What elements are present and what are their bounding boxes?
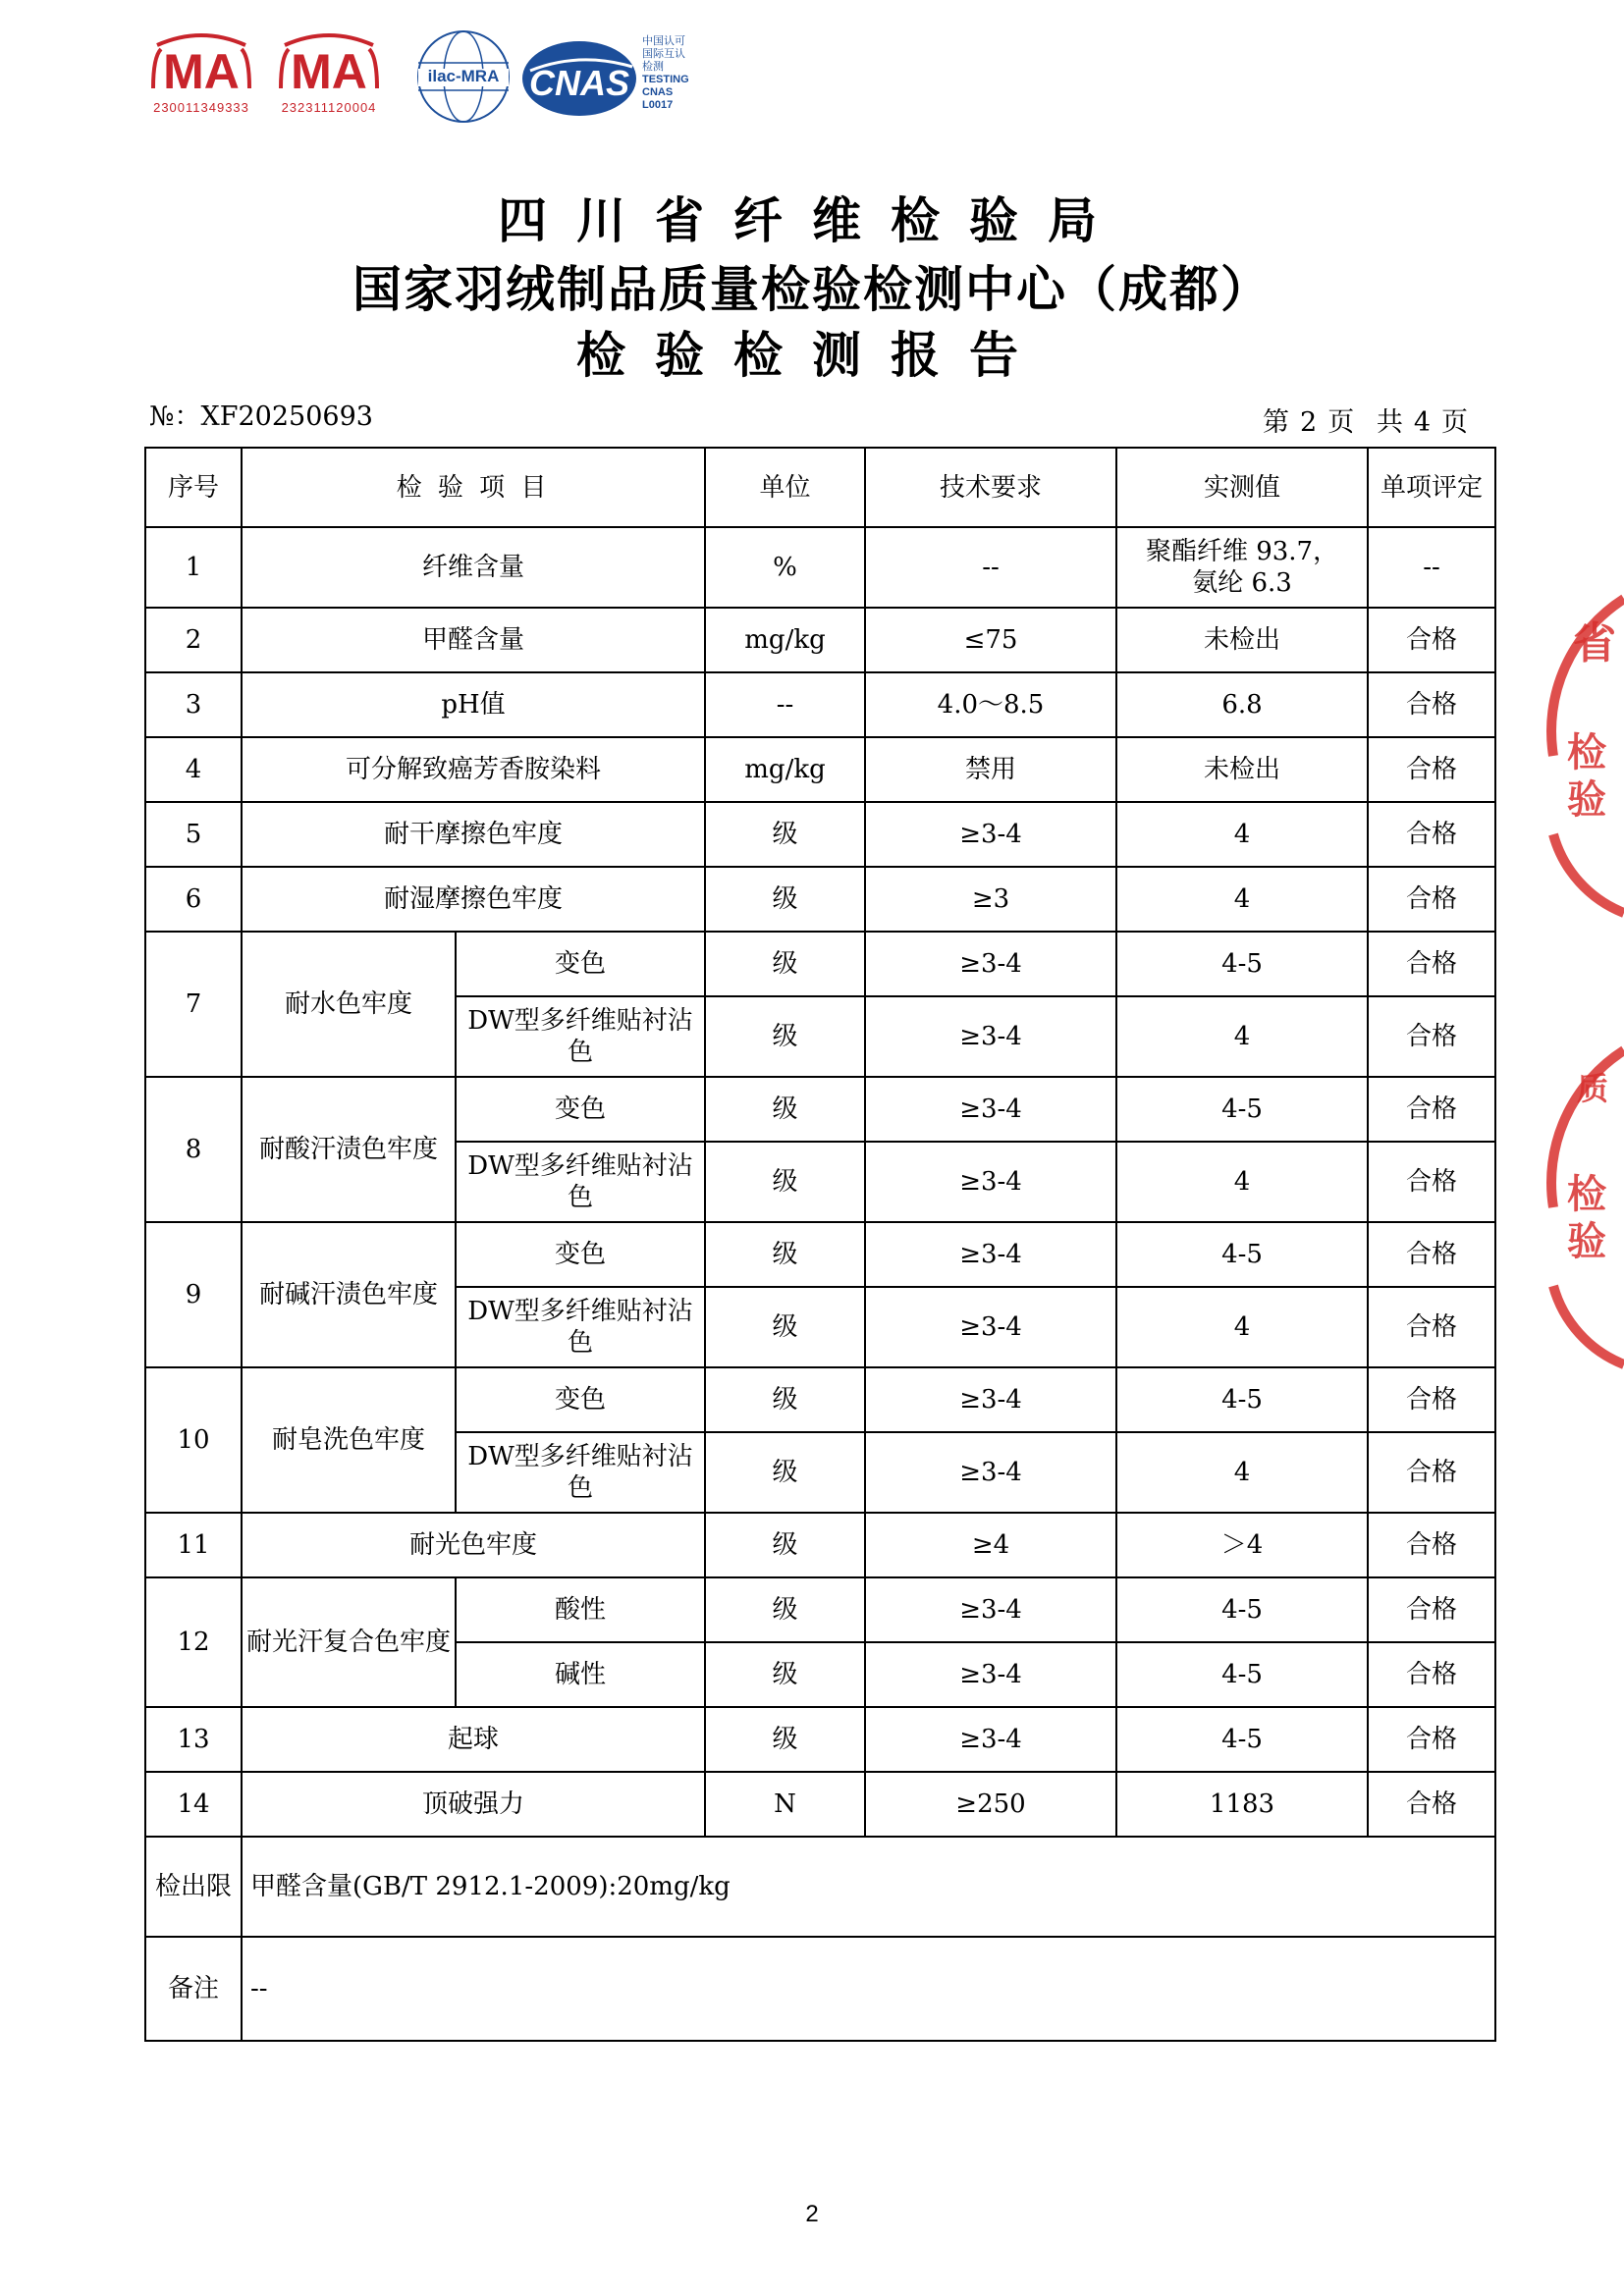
cell-req: ≤75 <box>865 608 1116 672</box>
cell-result: 合格 <box>1368 802 1495 867</box>
cell-req: ≥3-4 <box>865 1287 1116 1367</box>
ma-mark-icon <box>147 27 255 98</box>
page-number: 2 <box>805 2201 819 2227</box>
cell-subitem: DW型多纤维贴衬沾色 <box>456 1142 705 1222</box>
remark-text: -- <box>242 1937 1495 2041</box>
cell-item: 耐水色牢度 <box>242 932 456 1077</box>
cell-subitem: 变色 <box>456 932 705 996</box>
table-row <box>145 1222 1495 1287</box>
cell-val: 未检出 <box>1116 608 1368 672</box>
cell-no: 14 <box>145 1772 242 1837</box>
cell-val: 4 <box>1116 1287 1368 1367</box>
cell-val: 4 <box>1116 996 1368 1077</box>
cell-req: 4.0～8.5 <box>865 672 1116 737</box>
cell-unit: 级 <box>705 1222 865 1287</box>
cell-req: ≥3-4 <box>865 932 1116 996</box>
cell-subitem: 变色 <box>456 1222 705 1287</box>
table-row <box>145 608 1495 672</box>
cell-item: 起球 <box>242 1707 705 1772</box>
cell-val: 4-5 <box>1116 1577 1368 1642</box>
cell-item: 纤维含量 <box>242 527 705 608</box>
cnas-logo <box>520 31 638 120</box>
cell-result: 合格 <box>1368 608 1495 672</box>
svg-text:质: 质 <box>1577 1070 1609 1107</box>
cell-unit: 级 <box>705 1577 865 1642</box>
cell-subitem: DW型多纤维贴衬沾色 <box>456 996 705 1077</box>
cell-val: 4-5 <box>1116 1222 1368 1287</box>
cell-val: ＞4 <box>1116 1513 1368 1577</box>
cell-result: -- <box>1368 527 1495 608</box>
svg-text:MA: MA <box>163 44 240 98</box>
table-row <box>145 1707 1495 1772</box>
cell-result: 合格 <box>1368 867 1495 932</box>
cnas-caption-line: TESTING <box>642 74 689 85</box>
cell-unit: 级 <box>705 802 865 867</box>
cell-result: 合格 <box>1368 996 1495 1077</box>
cell-val: 4 <box>1116 802 1368 867</box>
cell-item: 耐光色牢度 <box>242 1513 705 1577</box>
cell-result: 合格 <box>1368 1577 1495 1642</box>
cell-subitem: 酸性 <box>456 1577 705 1642</box>
cell-item: 耐碱汗渍色牢度 <box>242 1222 456 1367</box>
header-cell-val: 实测值 <box>1116 448 1368 527</box>
cell-unit: 级 <box>705 932 865 996</box>
cell-item: 耐光汗复合色牢度 <box>242 1577 456 1707</box>
cell-unit: mg/kg <box>705 608 865 672</box>
cell-item: 耐干摩擦色牢度 <box>242 802 705 867</box>
cell-result: 合格 <box>1368 672 1495 737</box>
ilac-mra-logo <box>414 27 513 126</box>
cell-req: ≥3-4 <box>865 1642 1116 1707</box>
cell-result: 合格 <box>1368 1432 1495 1513</box>
svg-text:检: 检 <box>1567 1172 1606 1217</box>
cnas-caption-line: 检测 <box>642 61 664 73</box>
cell-val: 4 <box>1116 867 1368 932</box>
cell-val: 4-5 <box>1116 1367 1368 1432</box>
table-row <box>145 1367 1495 1432</box>
cell-req: ≥3-4 <box>865 802 1116 867</box>
cell-req: ≥3-4 <box>865 1142 1116 1222</box>
header-cell-unit: 单位 <box>705 448 865 527</box>
table-row <box>145 527 1495 608</box>
svg-text:检: 检 <box>1567 730 1606 775</box>
cell-subitem: DW型多纤维贴衬沾色 <box>456 1287 705 1367</box>
cell-result: 合格 <box>1368 1367 1495 1432</box>
cell-req: ≥3-4 <box>865 996 1116 1077</box>
cell-item: 甲醛含量 <box>242 608 705 672</box>
cell-req: ≥3 <box>865 867 1116 932</box>
ma-logo-1 <box>147 27 255 116</box>
table-row <box>145 1513 1495 1577</box>
cell-result: 合格 <box>1368 1077 1495 1142</box>
cell-unit: % <box>705 527 865 608</box>
cnas-caption-line: 中国认可 <box>642 35 685 47</box>
cell-subitem: 碱性 <box>456 1642 705 1707</box>
cell-unit: 级 <box>705 1077 865 1142</box>
cell-val: 4-5 <box>1116 932 1368 996</box>
cell-subitem: 变色 <box>456 1077 705 1142</box>
cell-no: 5 <box>145 802 242 867</box>
header-cell-req: 技术要求 <box>865 448 1116 527</box>
svg-text:省: 省 <box>1573 618 1616 668</box>
cell-unit: -- <box>705 672 865 737</box>
table-row <box>145 737 1495 802</box>
cell-unit: 级 <box>705 867 865 932</box>
cell-item: 耐皂洗色牢度 <box>242 1367 456 1513</box>
cell-no: 11 <box>145 1513 242 1577</box>
cell-no: 13 <box>145 1707 242 1772</box>
cell-no: 7 <box>145 932 242 1077</box>
detection-limit-row <box>145 1837 1495 1937</box>
ma-number-1: 230011349333 <box>153 100 249 115</box>
table-row <box>145 1772 1495 1837</box>
cell-req: 禁用 <box>865 737 1116 802</box>
table-row <box>145 802 1495 867</box>
table-row <box>145 867 1495 932</box>
cell-unit: 级 <box>705 1432 865 1513</box>
cell-result: 合格 <box>1368 1642 1495 1707</box>
cell-no: 8 <box>145 1077 242 1222</box>
detection-limit-text: 甲醛含量(GB/T 2912.1-2009):20mg/kg <box>242 1837 1495 1937</box>
cell-req: ≥3-4 <box>865 1222 1116 1287</box>
cell-result: 合格 <box>1368 1772 1495 1837</box>
page-info-part: 4 <box>1413 407 1434 438</box>
cell-item: pH值 <box>242 672 705 737</box>
table-row <box>145 672 1495 737</box>
cell-val: 4-5 <box>1116 1642 1368 1707</box>
cell-req: ≥3-4 <box>865 1707 1116 1772</box>
page-info-part: 共 <box>1376 407 1406 438</box>
header-cell-result: 单项评定 <box>1368 448 1495 527</box>
detection-limit-label: 检出限 <box>145 1837 242 1937</box>
cell-unit: 级 <box>705 1287 865 1367</box>
remark-row <box>145 1937 1495 2041</box>
cell-unit: 级 <box>705 1367 865 1432</box>
page-info-part: 2 <box>1300 407 1321 438</box>
cell-unit: 级 <box>705 1513 865 1577</box>
cell-unit: 级 <box>705 1142 865 1222</box>
cell-val: 6.8 <box>1116 672 1368 737</box>
cnas-caption <box>642 35 689 112</box>
cell-val: 4-5 <box>1116 1077 1368 1142</box>
title-center: 国家羽绒制品质量检验检测中心（成都） <box>352 261 1272 318</box>
cell-val: 1183 <box>1116 1772 1368 1837</box>
seal-stamp-bottom <box>1543 1041 1624 1374</box>
cell-subitem: DW型多纤维贴衬沾色 <box>456 1432 705 1513</box>
svg-text:验: 验 <box>1567 1219 1606 1264</box>
seal-stamp-top <box>1543 589 1624 923</box>
page-info-part: 第 <box>1263 407 1293 438</box>
title-report: 检验检测报告 <box>576 327 1048 384</box>
cell-req: -- <box>865 527 1116 608</box>
table-row <box>145 932 1495 996</box>
cell-result: 合格 <box>1368 932 1495 996</box>
cell-req: ≥3-4 <box>865 1432 1116 1513</box>
cell-req: ≥4 <box>865 1513 1116 1577</box>
cell-val: 未检出 <box>1116 737 1368 802</box>
page-info-part: 页 <box>1327 407 1358 438</box>
cell-val: 4-5 <box>1116 1707 1368 1772</box>
test-results-table <box>144 447 1496 2042</box>
cell-result: 合格 <box>1368 737 1495 802</box>
cnas-caption-line: 国际互认 <box>642 48 685 60</box>
cell-req: ≥3-4 <box>865 1577 1116 1642</box>
cell-no: 9 <box>145 1222 242 1367</box>
cell-item: 耐酸汗渍色牢度 <box>242 1077 456 1222</box>
table-header-row <box>145 448 1495 527</box>
cell-unit: N <box>705 1772 865 1837</box>
cell-result: 合格 <box>1368 1222 1495 1287</box>
cnas-label: CNAS <box>528 63 629 103</box>
cell-unit: 级 <box>705 996 865 1077</box>
table-row <box>145 1577 1495 1642</box>
cell-subitem: 变色 <box>456 1367 705 1432</box>
table-row <box>145 1077 1495 1142</box>
header-cell-item: 检 验 项 目 <box>242 448 705 527</box>
ma-mark-icon <box>275 27 383 98</box>
cell-no: 1 <box>145 527 242 608</box>
cell-no: 4 <box>145 737 242 802</box>
cell-req: ≥3-4 <box>865 1367 1116 1432</box>
cell-result: 合格 <box>1368 1287 1495 1367</box>
cell-val: 聚酯纤维 93.7， 氨纶 6.3 <box>1116 527 1368 608</box>
cell-result: 合格 <box>1368 1142 1495 1222</box>
cell-unit: 级 <box>705 1642 865 1707</box>
cell-no: 10 <box>145 1367 242 1513</box>
cell-req: ≥250 <box>865 1772 1116 1837</box>
cell-no: 12 <box>145 1577 242 1707</box>
remark-label: 备注 <box>145 1937 242 2041</box>
cell-result: 合格 <box>1368 1707 1495 1772</box>
cell-no: 2 <box>145 608 242 672</box>
cell-req: ≥3-4 <box>865 1077 1116 1142</box>
ma-logo-2 <box>275 27 383 116</box>
ilac-label: ilac-MRA <box>427 67 500 85</box>
report-number: №：XF20250693 <box>149 401 373 432</box>
cell-no: 3 <box>145 672 242 737</box>
svg-text:MA: MA <box>291 44 367 98</box>
cell-no: 6 <box>145 867 242 932</box>
cell-val: 4 <box>1116 1432 1368 1513</box>
page-info <box>1259 400 1475 439</box>
cell-val: 4 <box>1116 1142 1368 1222</box>
cell-unit: mg/kg <box>705 737 865 802</box>
page-info-part: 页 <box>1441 407 1471 438</box>
svg-text:验: 验 <box>1567 777 1606 823</box>
cell-item: 顶破强力 <box>242 1772 705 1837</box>
ma-number-2: 232311120004 <box>281 100 377 115</box>
cell-result: 合格 <box>1368 1513 1495 1577</box>
cell-item: 可分解致癌芳香胺染料 <box>242 737 705 802</box>
cell-unit: 级 <box>705 1707 865 1772</box>
cnas-caption-line: CNAS L0017 <box>642 86 674 111</box>
cell-item: 耐湿摩擦色牢度 <box>242 867 705 932</box>
header-cell-no: 序号 <box>145 448 242 527</box>
title-bureau: 四川省纤维检验局 <box>498 192 1126 249</box>
